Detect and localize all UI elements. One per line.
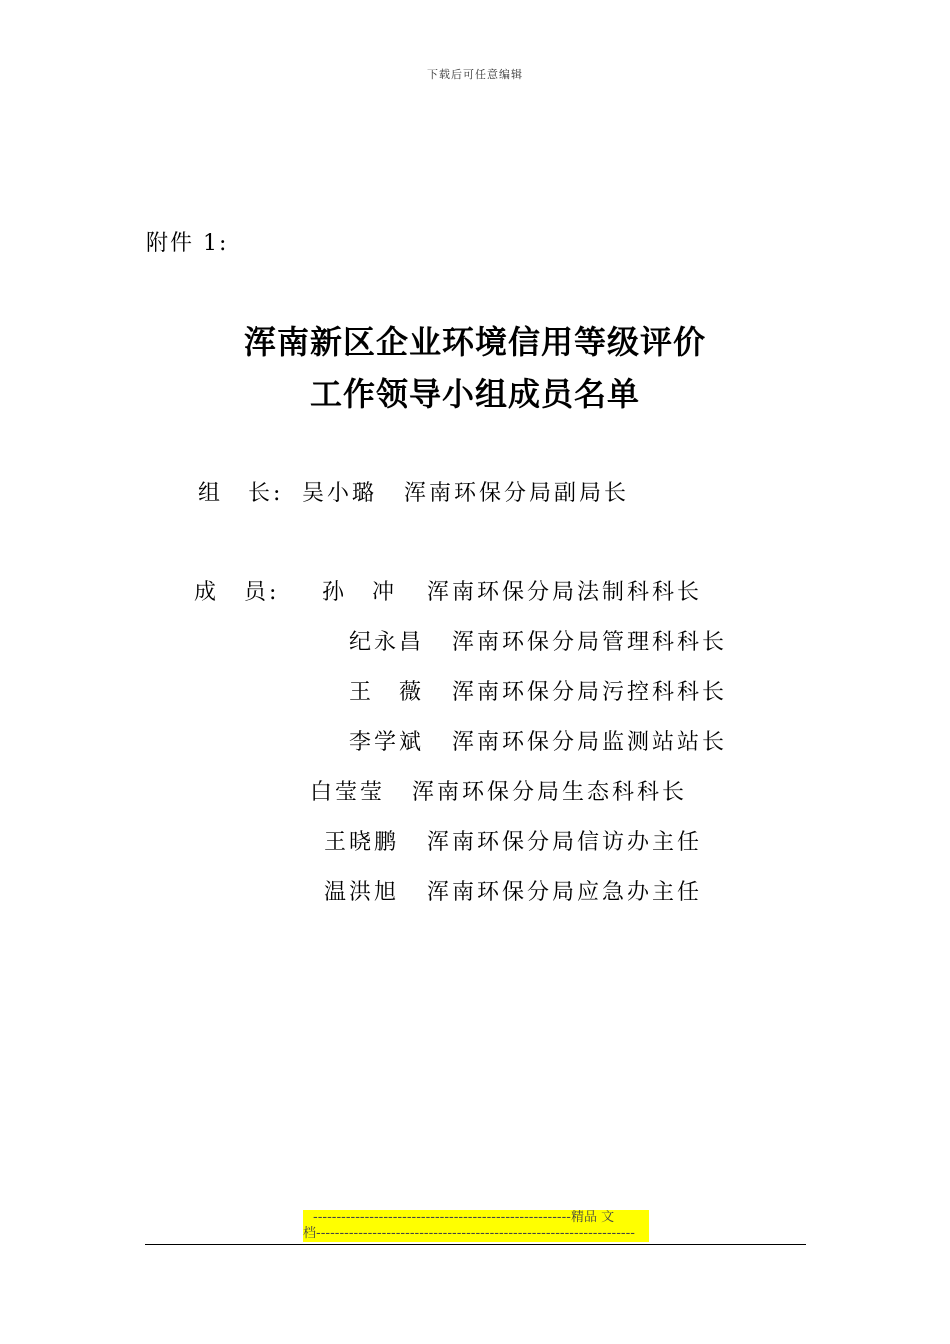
- member-position: 浑南环保分局信访办主任: [427, 830, 703, 855]
- member-name: 王晓鹏: [324, 830, 400, 855]
- member-name: 纪永昌: [349, 630, 425, 655]
- footer-watermark: [303, 1210, 649, 1242]
- member-position: 浑南环保分局应急办主任: [427, 880, 703, 905]
- leader-name: 吴小璐: [302, 481, 378, 506]
- members-role-label: 成 员:: [194, 580, 280, 605]
- leader-role-label: 组 长:: [198, 481, 284, 506]
- attachment-label: 附件 1:: [146, 231, 229, 256]
- member-name: 王 薇: [349, 680, 425, 705]
- title-line-1: 浑南新区企业环境信用等级评价: [243, 323, 706, 361]
- footer-line-2: 档--------------------------------------------------------------------: [303, 1226, 649, 1242]
- member-name: 温洪旭: [324, 880, 400, 905]
- footer-line-1: -------------------------------------------------------精品 文: [303, 1210, 649, 1226]
- member-name: 白莹莹: [310, 780, 386, 805]
- title-line-2: 工作领导小组成员名单: [309, 375, 640, 413]
- member-position: 浑南环保分局管理科科长: [452, 630, 728, 655]
- member-position: 浑南环保分局法制科科长: [427, 580, 703, 605]
- member-position: 浑南环保分局污控科科长: [452, 680, 728, 705]
- document-title: [0, 316, 950, 420]
- member-name: 李学斌: [349, 730, 425, 755]
- footer-divider: [145, 1244, 806, 1245]
- member-position: 浑南环保分局生态科科长: [412, 780, 688, 805]
- leader-position: 浑南环保分局副局长: [404, 481, 630, 506]
- member-position: 浑南环保分局监测站站长: [452, 730, 728, 755]
- page-header-note: 下载后可任意编辑: [427, 68, 523, 81]
- member-name: 孙 冲: [322, 580, 398, 605]
